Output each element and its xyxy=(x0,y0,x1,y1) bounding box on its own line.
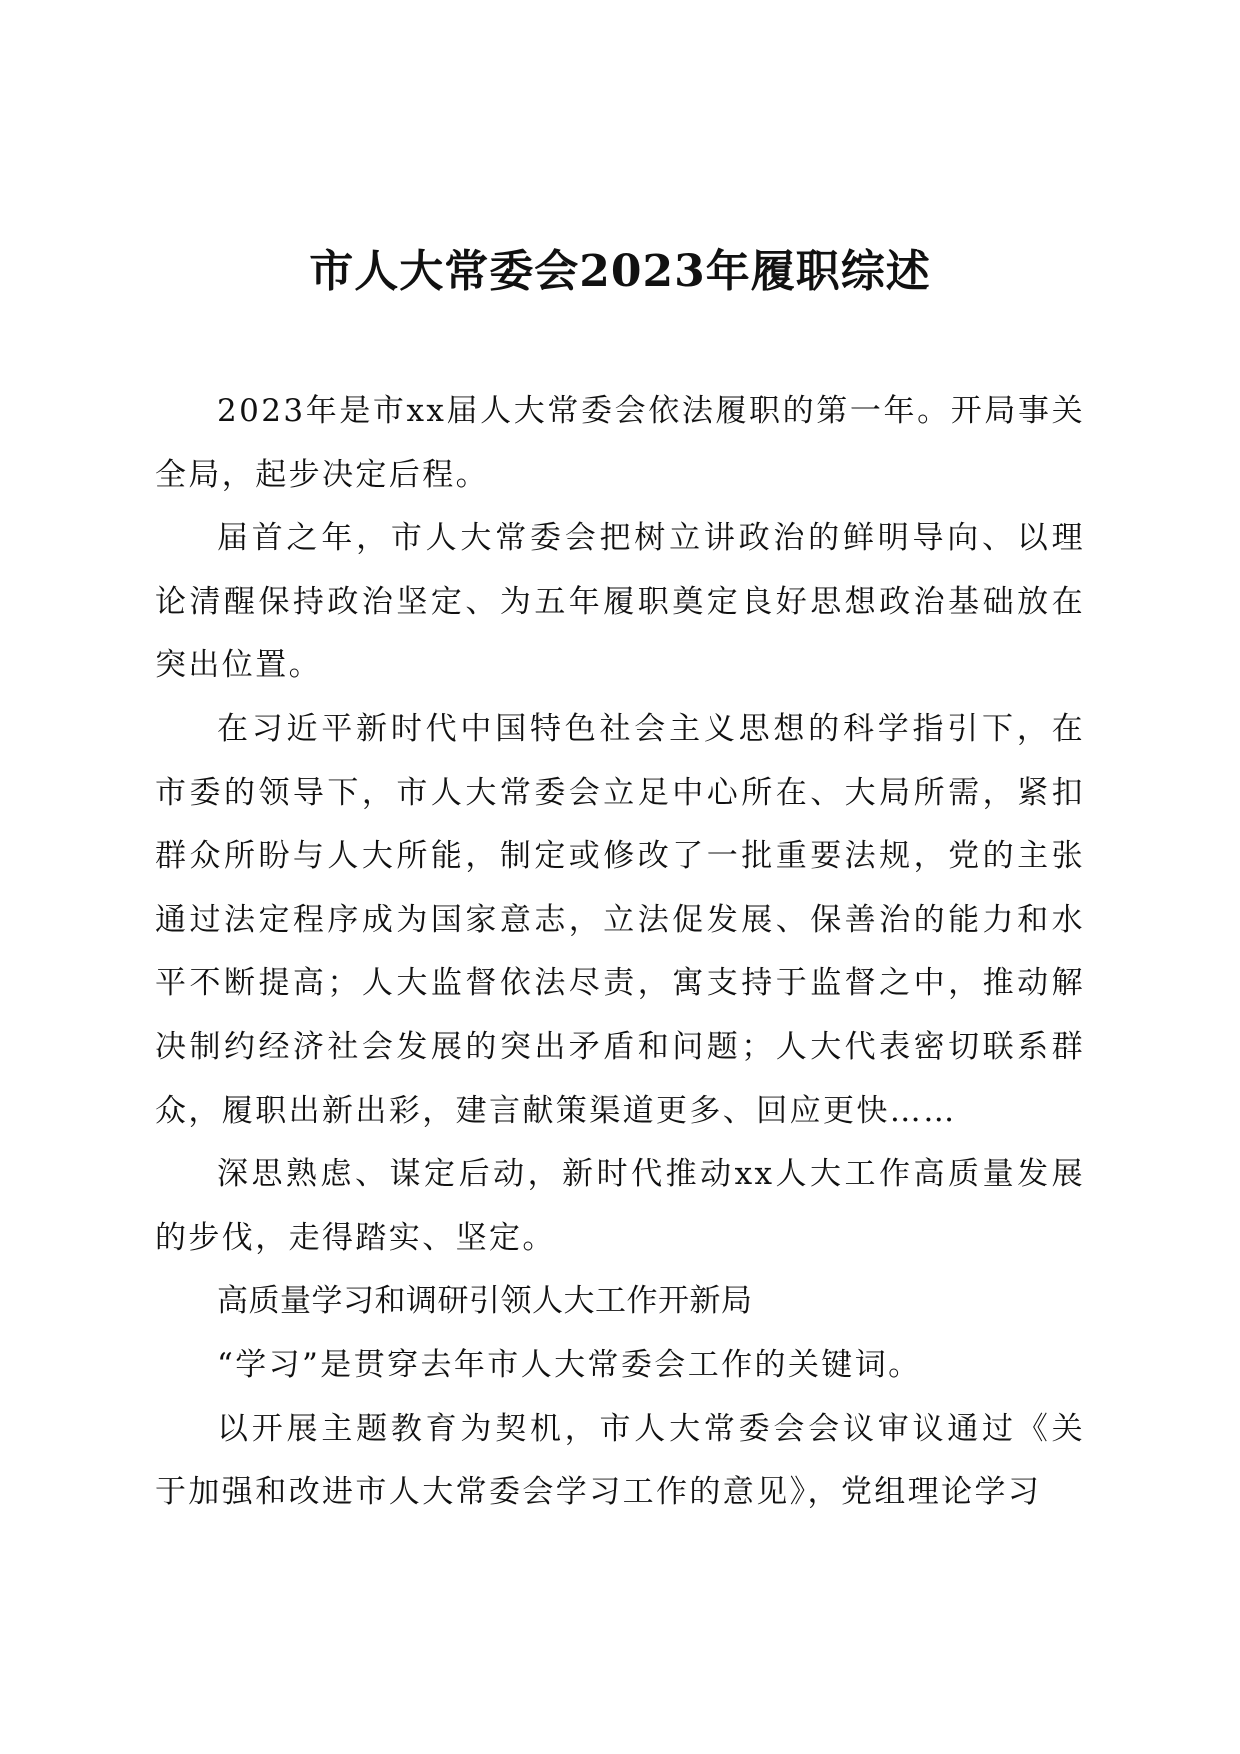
paragraph: 届首之年，市人大常委会把树立讲政治的鲜明导向、以理论清醒保持政治坚定、为五年履职奠定良好思想政治基础放在突出位置。 xyxy=(155,520,1085,684)
document-body xyxy=(155,380,1085,1525)
paragraph: 在习近平新时代中国特色社会主义思想的科学指引下，在市委的领导下，市人大常委会立足中心所在、大局所需，紧扣群众所盼与人大所能，制定或修改了一批重要法规，党的主张通过法定程序成为国家意志，立法促发展、保善治的能力和水平不断提高；人大监督依法尽责，寓支持于监督之中，推动解决制约经济社会发展的突出矛盾和问题；人大代表密切联系群众，履职出新出彩，建言献策渠道更多、回应更快…… xyxy=(155,710,1085,1129)
section-heading: 高质量学习和调研引领人大工作开新局 xyxy=(217,1283,753,1320)
document-title: 市人大常委会2023年履职综述 xyxy=(309,246,931,297)
paragraph: 2023年是市xx届人大常委会依法履职的第一年。开局事关全局，起步决定后程。 xyxy=(155,393,1085,493)
paragraph: 深思熟虑、谋定后动，新时代推动xx人大工作高质量发展的步伐，走得踏实、坚定。 xyxy=(155,1156,1085,1256)
paragraph: “学习”是贯穿去年市人大常委会工作的关键词。 xyxy=(217,1346,922,1383)
paragraph: 以开展主题教育为契机，市人大常委会会议审议通过《关于加强和改进市人大常委会学习工作的意见》，党组理论学习 xyxy=(155,1410,1085,1511)
